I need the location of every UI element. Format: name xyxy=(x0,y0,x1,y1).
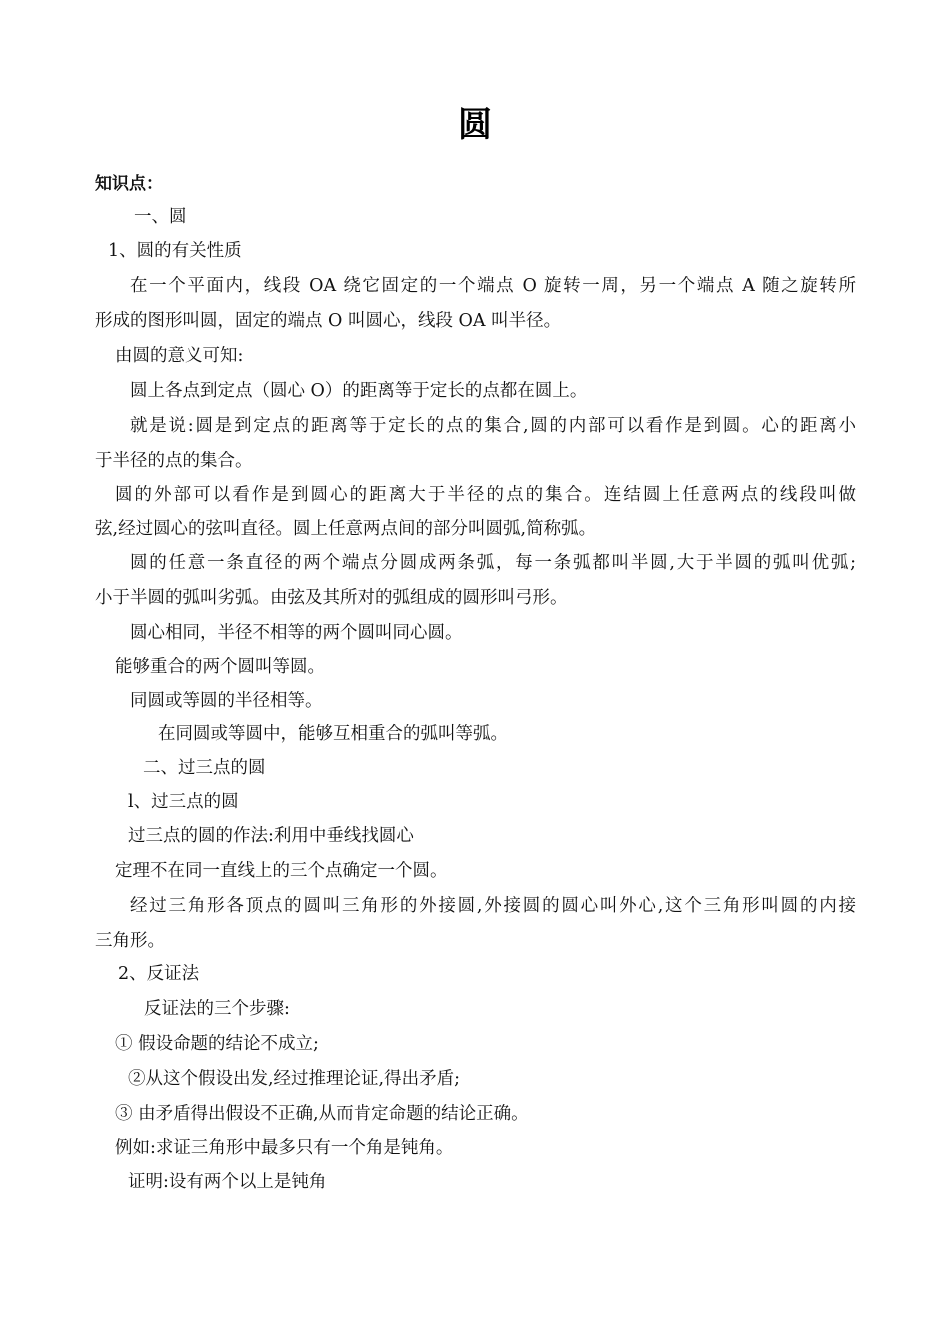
paragraph-line: 在一个平面内，线段 OA 绕它固定的一个端点 O 旋转一周，另一个端点 A 随之旋转所 xyxy=(130,276,856,296)
list-item: ① 假设命题的结论不成立; xyxy=(115,1034,319,1054)
paragraph-line: 过三点的圆的作法:利用中垂线找圆心 xyxy=(128,826,414,846)
paragraph-line: 三角形。 xyxy=(95,931,165,951)
paragraph-line: 于半径的点的集合。 xyxy=(95,451,253,471)
paragraph-line: 就是说:圆是到定点的距离等于定长的点的集合,圆的内部可以看作是到圆。心的距离小 xyxy=(130,416,856,436)
paragraph-line: 经过三角形各顶点的圆叫三角形的外接圆,外接圆的圆心叫外心,这个三角形叫圆的内接 xyxy=(130,896,856,916)
subsection-heading-properties: 1、圆的有关性质 xyxy=(108,241,242,261)
paragraph-line: 能够重合的两个圆叫等圆。 xyxy=(115,657,325,677)
paragraph-line: 证明:设有两个以上是钝角 xyxy=(128,1172,327,1192)
paragraph-line: 同圆或等圆的半径相等。 xyxy=(130,691,323,711)
section-heading-circle: 一、圆 xyxy=(134,207,187,227)
paragraph-line: 定理不在同一直线上的三个点确定一个圆。 xyxy=(115,861,448,881)
paragraph-line: 小于半圆的弧叫劣弧。由弦及其所对的弧组成的圆形叫弓形。 xyxy=(95,588,568,608)
paragraph-line: 圆心相同，半径不相等的两个圆叫同心圆。 xyxy=(130,623,463,643)
paragraph-line: 弦,经过圆心的弦叫直径。圆上任意两点间的部分叫圆弧,简称弧。 xyxy=(95,519,597,539)
paragraph-line: 在同圆或等圆中，能够互相重合的弧叫等弧。 xyxy=(158,724,508,744)
paragraph-line: 圆上各点到定点（圆心 O）的距离等于定长的点都在圆上。 xyxy=(130,381,588,401)
subsection-heading-proof-by-contradiction: 2、反证法 xyxy=(118,964,200,984)
paragraph-line: 由圆的意义可知: xyxy=(115,346,244,366)
paragraph-line: 圆的任意一条直径的两个端点分圆成两条弧，每一条弧都叫半圆,大于半圆的弧叫优弧; xyxy=(130,553,856,573)
section-heading-knowledge: 知识点： xyxy=(95,174,163,194)
section-heading-three-points: 二、过三点的圆 xyxy=(143,758,266,778)
paragraph-line: 例如:求证三角形中最多只有一个角是钝角。 xyxy=(115,1138,454,1158)
document-title: 圆 xyxy=(458,105,492,145)
list-item: ③ 由矛盾得出假设不正确,从而肯定命题的结论正确。 xyxy=(115,1104,529,1124)
subsection-heading-three-points: l、过三点的圆 xyxy=(128,792,239,812)
paragraph-line: 反证法的三个步骤: xyxy=(144,999,290,1019)
paragraph-line: 圆的外部可以看作是到圆心的距离大于半径的点的集合。连结圆上任意两点的线段叫做 xyxy=(115,485,856,505)
paragraph-line: 形成的图形叫圆，固定的端点 O 叫圆心，线段 OA 叫半径。 xyxy=(95,311,562,331)
list-item: ②从这个假设出发,经过推理论证,得出矛盾; xyxy=(128,1069,461,1089)
